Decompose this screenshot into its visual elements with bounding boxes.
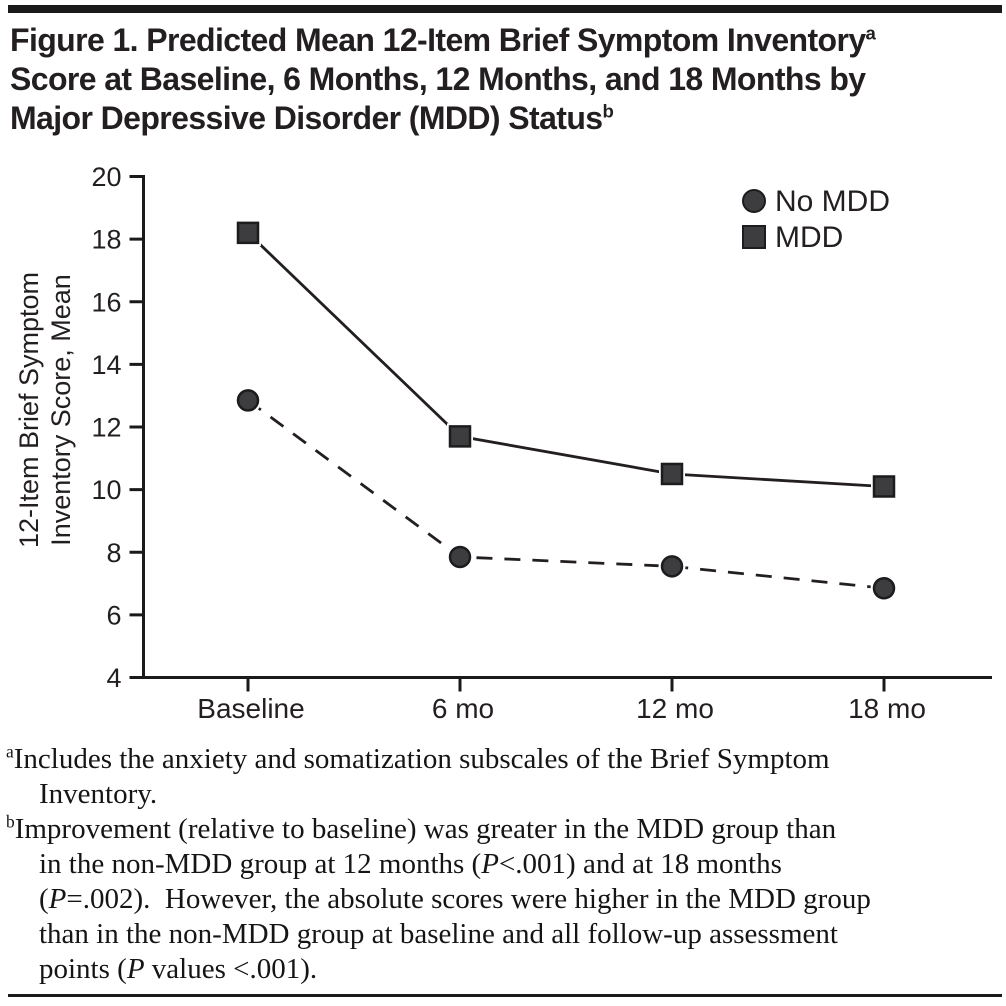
text-line: Inventory. — [39, 778, 158, 810]
text-line: $^b$Improvement (relative to baseline) was greater in the MDD group than — [6, 811, 837, 845]
marker-circle-no-mdd — [238, 390, 258, 410]
bottom-rule — [8, 994, 1002, 997]
marker-square-mdd — [874, 476, 894, 496]
text-line: than in the non-MDD group at baseline and all follow-up assessment — [39, 918, 838, 950]
legend-label: No MDD — [775, 185, 891, 218]
y-tick-label: 14 — [91, 349, 122, 380]
y-tick-label: 6 — [106, 600, 122, 631]
x-tick-label: 18 mo — [848, 693, 926, 724]
marker-square-mdd — [450, 426, 470, 446]
footnote-a — [6, 742, 996, 812]
text-line: Figure 1. Predicted Mean 12-Item Brief Symptom Inventory$^a$ — [10, 22, 876, 58]
top-rule — [8, 5, 1002, 13]
text-line: points (P values <.001). — [39, 953, 318, 985]
marker-square-mdd — [238, 223, 258, 243]
y-tick-label: 20 — [91, 165, 122, 192]
footnotes — [6, 742, 996, 987]
y-tick-label: 8 — [106, 537, 122, 568]
legend-label: MDD — [775, 221, 844, 254]
text-line: Score at Baseline, 6 Months, 12 Months, and 18 Months by — [10, 61, 866, 97]
marker-square-mdd — [662, 464, 682, 484]
x-tick-label: 12 mo — [636, 693, 714, 724]
y-tick-label: 16 — [91, 287, 122, 318]
legend-square-icon — [743, 226, 765, 248]
chart — [0, 165, 1006, 740]
y-tick-label: 18 — [91, 224, 122, 255]
text-line: $^a$Includes the anxiety and somatization subscales of the Brief Symptom — [6, 741, 830, 775]
y-tick-label: 4 — [106, 663, 122, 693]
footnote-b — [6, 812, 996, 987]
marker-circle-no-mdd — [662, 556, 682, 576]
marker-circle-no-mdd — [874, 578, 894, 598]
text-line: Major Depressive Disorder (MDD) Status$^b$ — [10, 100, 614, 136]
marker-circle-no-mdd — [450, 547, 470, 567]
y-axis-label: Inventory Score, Mean — [46, 274, 76, 546]
x-tick-label: Baseline — [197, 693, 305, 724]
text-line: (P=.002). However, the absolute scores were higher in the MDD group — [39, 883, 871, 915]
series-line-mdd — [248, 233, 884, 487]
y-axis-label: 12-Item Brief Symptom — [14, 271, 44, 549]
text-line: in the non-MDD group at 12 months (P<.001) and at 18 months — [39, 848, 782, 880]
x-tick-label: 6 mo — [431, 693, 495, 724]
y-tick-label: 12 — [91, 412, 122, 443]
legend-circle-icon — [743, 190, 765, 212]
figure-title — [10, 21, 1002, 138]
y-tick-label: 10 — [91, 475, 122, 506]
series-line-no-mdd — [248, 400, 884, 588]
